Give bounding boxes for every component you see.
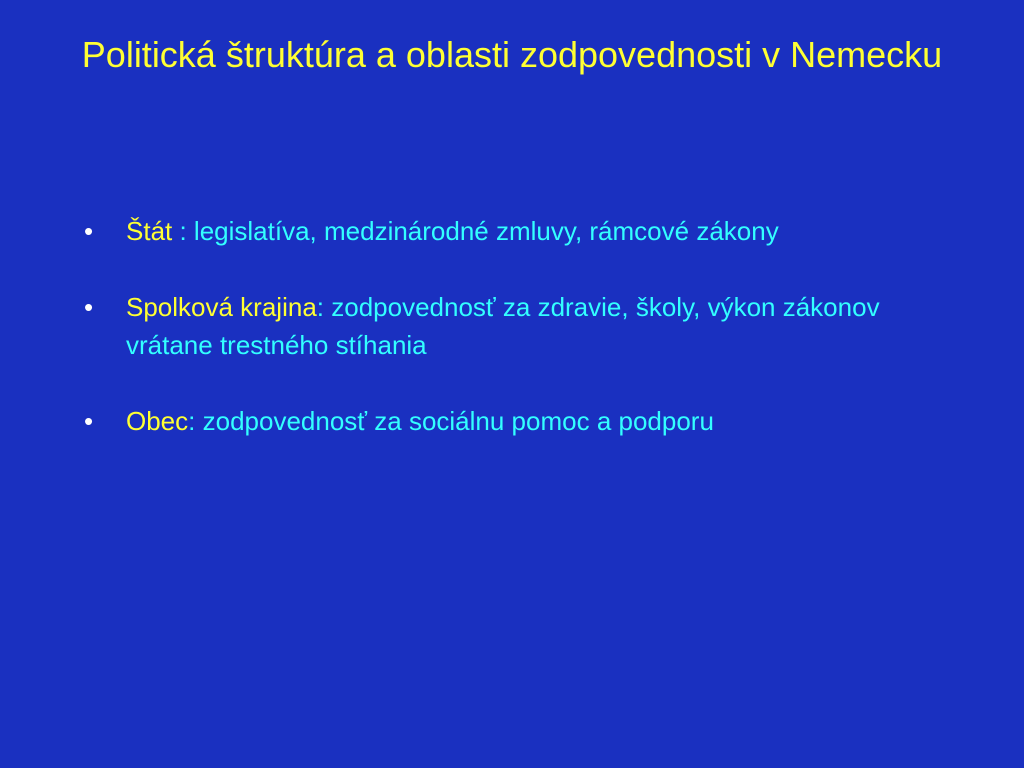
bullet-term: Obec bbox=[126, 406, 189, 436]
bullet-list bbox=[84, 212, 944, 478]
bullet-item-spolkova-krajina bbox=[84, 288, 944, 364]
bullet-item-stat bbox=[84, 212, 944, 250]
bullet-term: Spolková krajina bbox=[126, 292, 317, 322]
bullet-term: Štát bbox=[126, 216, 173, 246]
slide-title: Politická štruktúra a oblasti zodpovednosti v Nemecku bbox=[81, 34, 943, 75]
bullet-text: : zodpovednosť za zdravie, školy, výkon zákonov vrátane trestného stíhania bbox=[126, 292, 880, 360]
bullet-icon: • bbox=[84, 216, 94, 246]
bullet-text: : zodpovednosť za sociálnu pomoc a podporu bbox=[188, 406, 714, 436]
bullet-text: : legislatíva, medzinárodné zmluvy, rámcové zákony bbox=[172, 216, 779, 246]
bullet-icon: • bbox=[84, 406, 94, 436]
bullet-icon: • bbox=[84, 292, 94, 322]
bullet-item-obec bbox=[84, 402, 944, 440]
